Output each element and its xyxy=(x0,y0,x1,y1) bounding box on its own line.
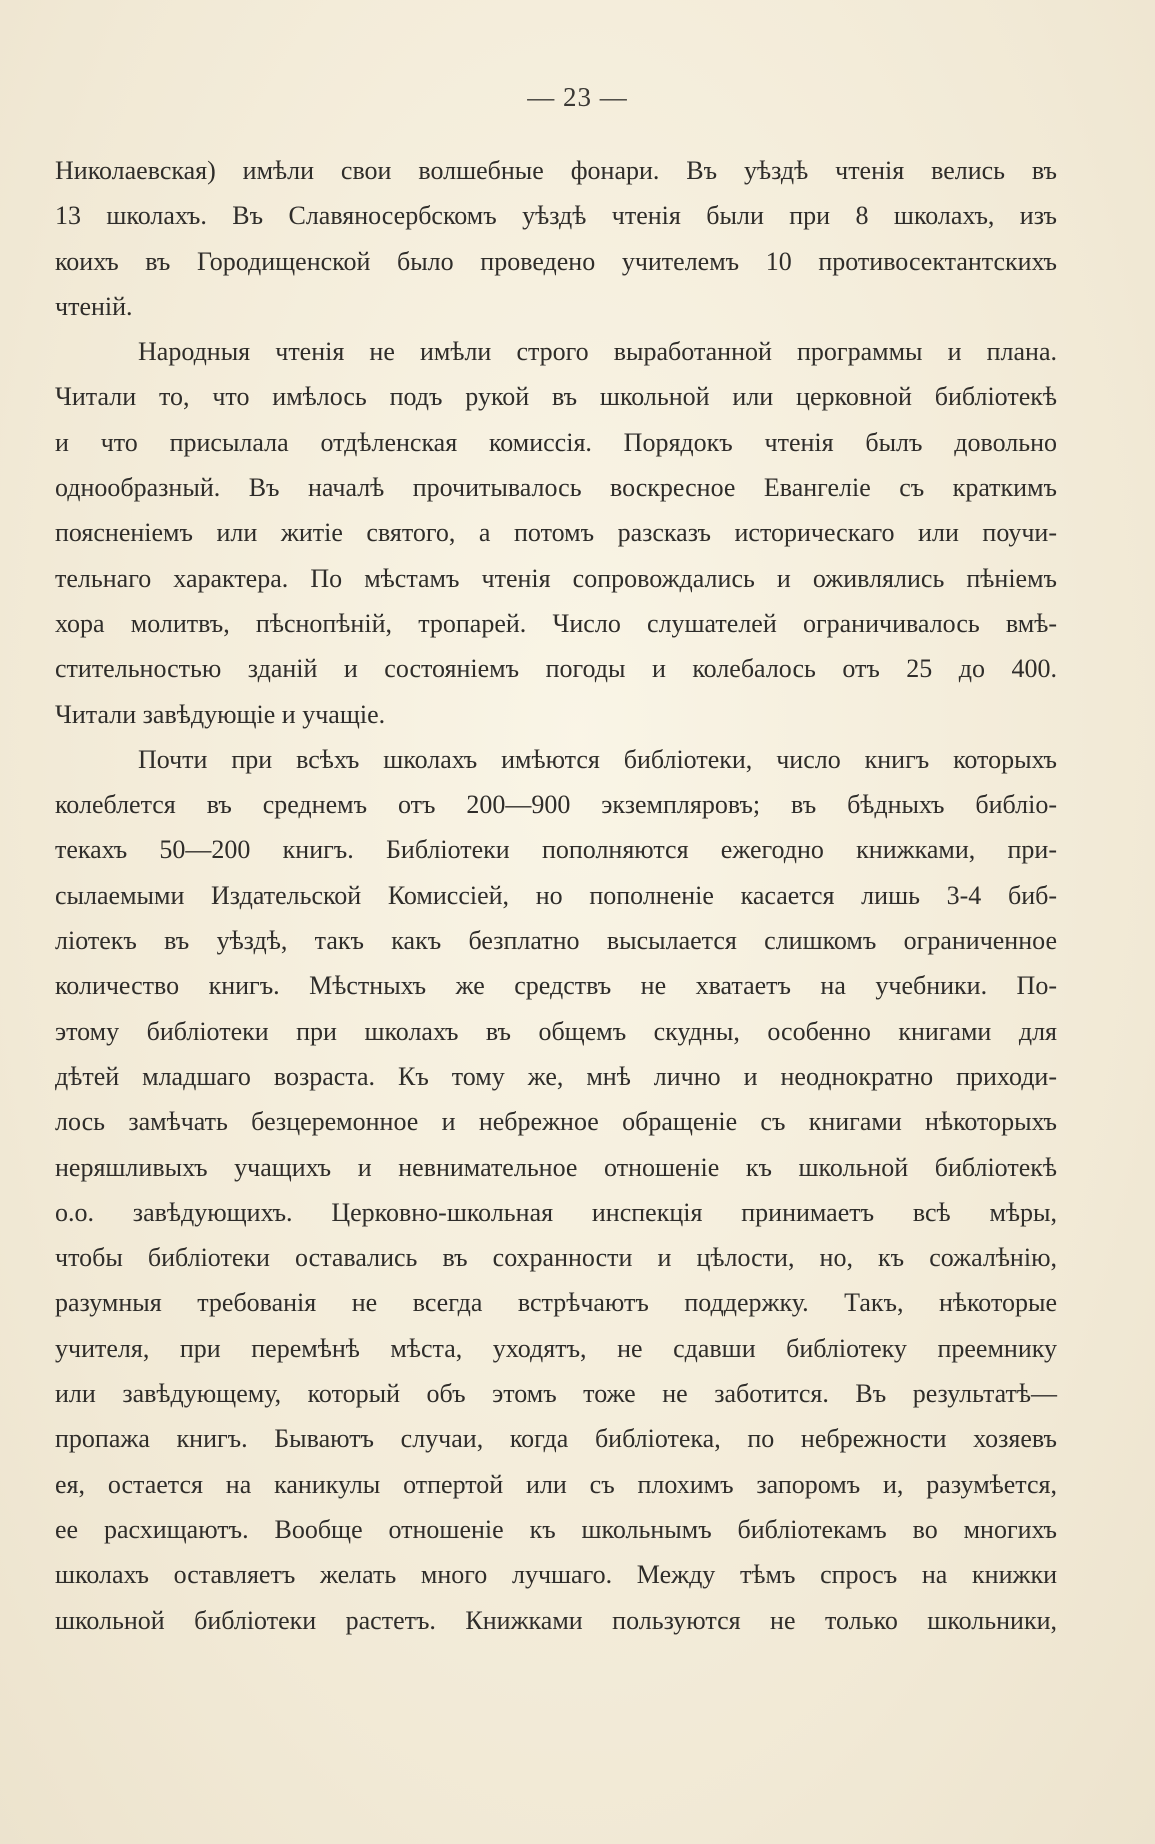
text-line: разумныя требованія не всегда встрѣчаютъ поддержку. Такъ, нѣкоторые xyxy=(55,1288,1057,1318)
text-line: 13 школахъ. Въ Славяносербскомъ уѣздѣ чтенія были при 8 школахъ, изъ xyxy=(55,201,1057,231)
text-line: поясненіемъ или житіе святого, а потомъ разсказъ историческаго или поучи- xyxy=(55,518,1057,548)
text-line: коихъ въ Городищенской было проведено учителемъ 10 противосектантскихъ xyxy=(55,246,1057,276)
paragraph xyxy=(55,737,1057,1643)
text-line: Читали то, что имѣлось подъ рукой въ школьной или церковной библіотекѣ xyxy=(55,382,1057,412)
text-line: и что присылала отдѣленская комиссія. Порядокъ чтенія былъ довольно xyxy=(55,427,1057,457)
paragraph xyxy=(55,148,1057,329)
text-line: о.о. завѣдующихъ. Церковно-школьная инспекція принимаетъ всѣ мѣры, xyxy=(55,1197,1057,1227)
text-line: учителя, при перемѣнѣ мѣста, уходятъ, не сдавши библіотеку преемнику xyxy=(55,1333,1057,1363)
text-line: чтобы библіотеки оставались въ сохранности и цѣлости, но, къ сожалѣнію, xyxy=(55,1243,1057,1273)
text-line: текахъ 50—200 книгъ. Библіотеки пополняются ежегодно книжками, при- xyxy=(55,835,1057,865)
text-line: сылаемыми Издательской Комиссіей, но пополненіе касается лишь 3-4 биб- xyxy=(55,880,1057,910)
text-line: Почти при всѣхъ школахъ имѣются библіотеки, число книгъ которыхъ xyxy=(138,744,1057,774)
page-number: — 23 — xyxy=(527,82,628,112)
paragraph xyxy=(55,329,1057,737)
text-line: ліотекъ въ уѣздѣ, такъ какъ безплатно высылается слишкомъ ограниченное xyxy=(55,926,1057,956)
text-line: ея, остается на каникулы отпертой или съ плохимъ запоромъ и, разумѣется, xyxy=(55,1469,1057,1499)
text-line: однообразный. Въ началѣ прочитывалось воскресное Евангеліе съ краткимъ xyxy=(55,473,1057,503)
text-line: дѣтей младшаго возраста. Къ тому же, мнѣ лично и неоднократно приходи- xyxy=(55,1061,1057,1091)
text-line: Читали завѣдующіе и учащіе. xyxy=(55,699,386,729)
text-line: лось замѣчать безцеремонное и небрежное обращеніе съ книгами нѣкоторыхъ xyxy=(55,1107,1057,1137)
text-line: Николаевская) имѣли свои волшебные фонари. Въ уѣздѣ чтенія велись въ xyxy=(55,156,1057,185)
text-line: колеблется въ среднемъ отъ 200—900 экземпляровъ; въ бѣдныхъ библіо- xyxy=(55,790,1057,820)
text-line: хора молитвъ, пѣснопѣній, тропарей. Число слушателей ограничивалось вмѣ- xyxy=(55,608,1057,638)
text-line: школьной библіотеки растетъ. Книжками пользуются не только школьники, xyxy=(55,1605,1057,1635)
text-line: ее расхищаютъ. Вообще отношеніе къ школьнымъ библіотекамъ во многихъ xyxy=(55,1514,1057,1544)
text-line: тельнаго характера. По мѣстамъ чтенія сопровождались и оживлялись пѣніемъ xyxy=(55,563,1057,593)
text-line: Народныя чтенія не имѣли строго выработанной программы и плана. xyxy=(138,337,1057,367)
text-line: или завѣдующему, который объ этомъ тоже не заботится. Въ результатѣ— xyxy=(55,1379,1057,1409)
text-line: чтеній. xyxy=(55,291,133,321)
text-line: стительностью зданій и состояніемъ погоды и колебалось отъ 25 до 400. xyxy=(55,654,1057,684)
text-line: пропажа книгъ. Бываютъ случаи, когда библіотека, по небрежности хозяевъ xyxy=(55,1424,1057,1454)
text-line: этому библіотеки при школахъ въ общемъ скудны, особенно книгами для xyxy=(55,1016,1057,1046)
text-line: неряшливыхъ учащихъ и невнимательное отношеніе къ школьной библіотекѣ xyxy=(55,1152,1057,1182)
text-line: количество книгъ. Мѣстныхъ же средствъ не хватаетъ на учебники. По- xyxy=(55,971,1057,1001)
body-text xyxy=(55,148,1057,1643)
text-line: школахъ оставляетъ желать много лучшаго. Между тѣмъ спросъ на книжки xyxy=(55,1560,1057,1590)
